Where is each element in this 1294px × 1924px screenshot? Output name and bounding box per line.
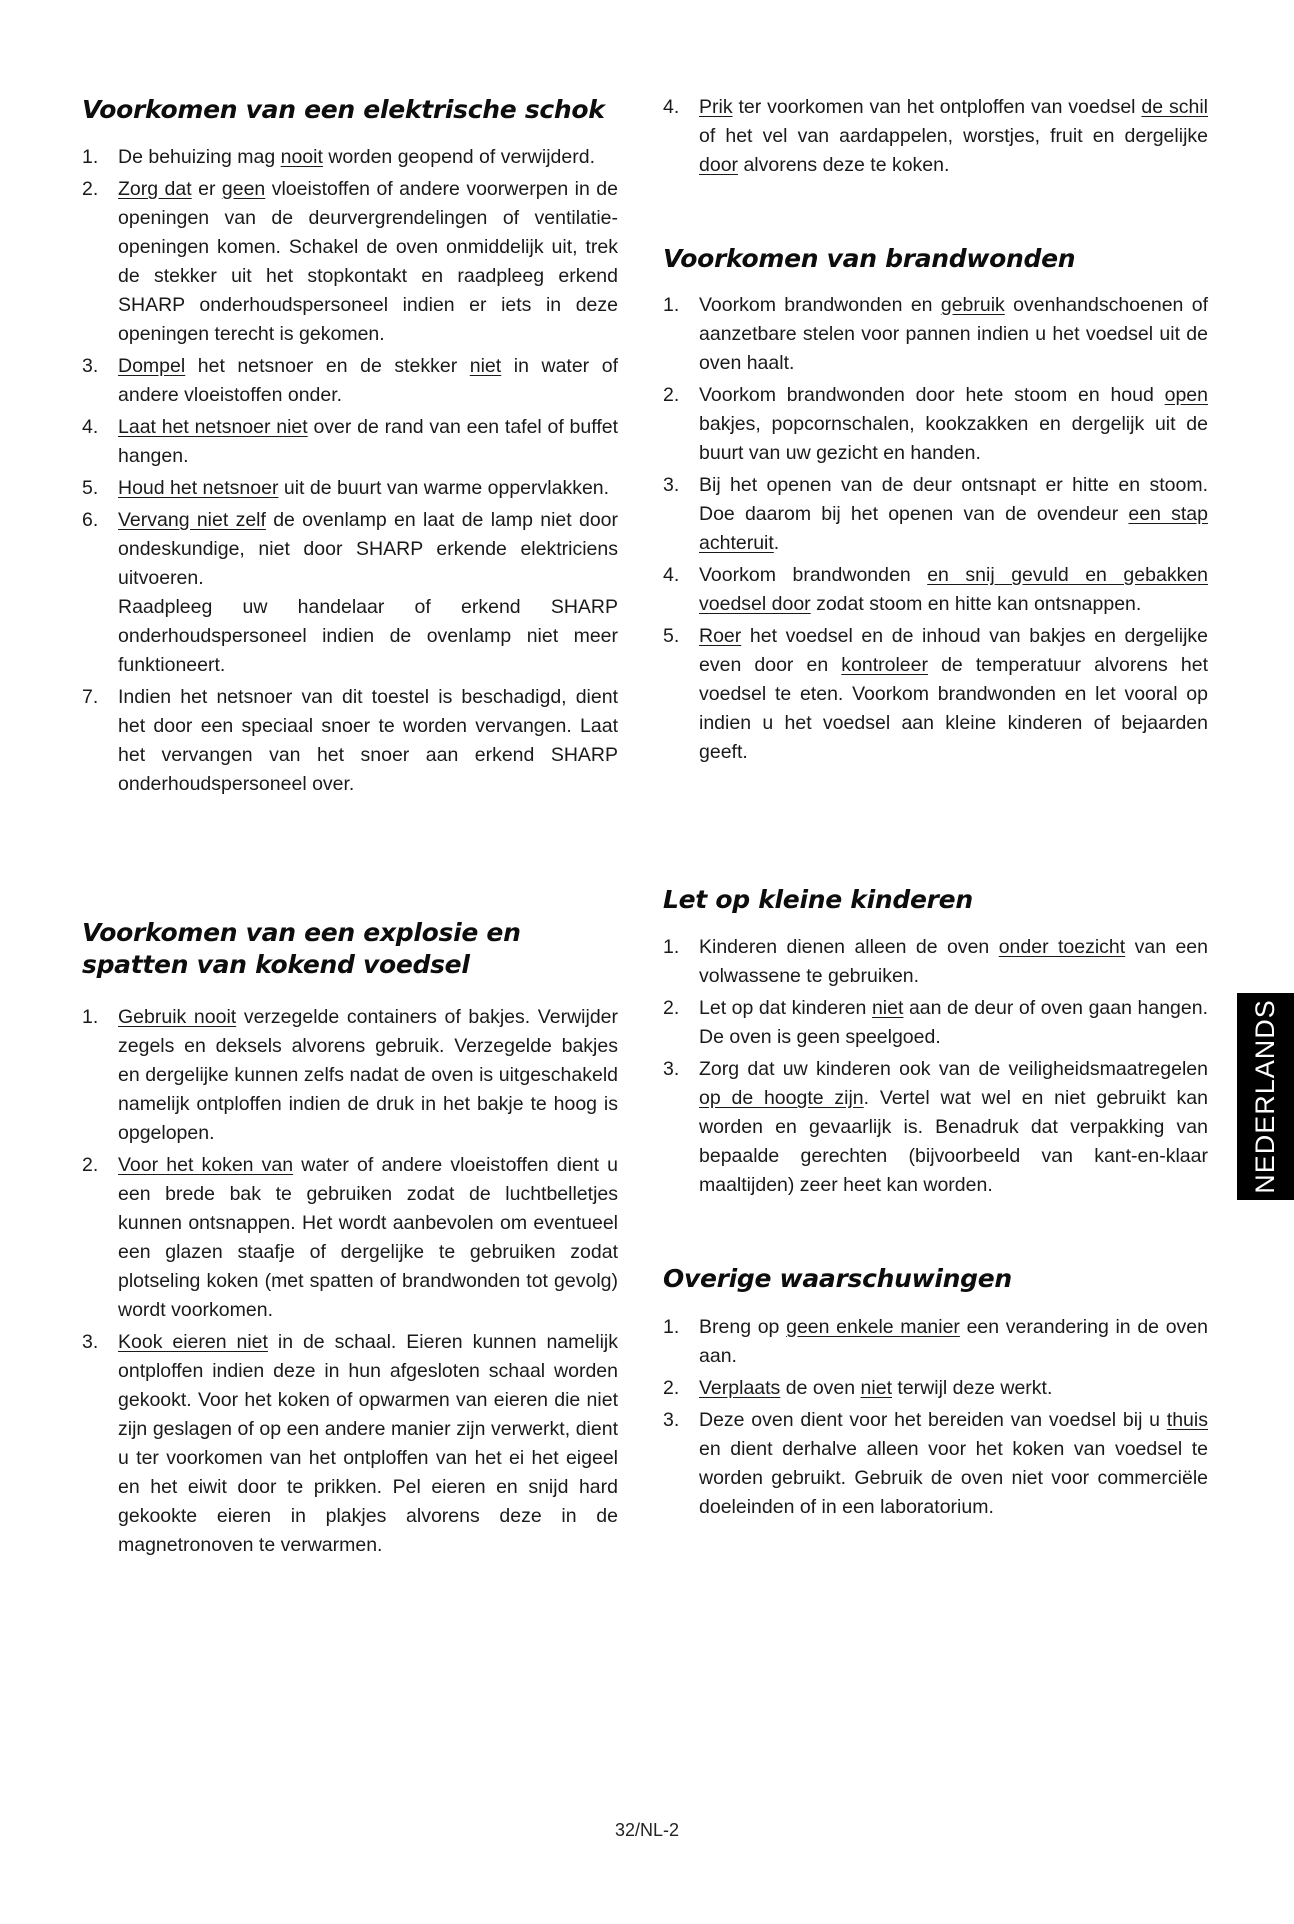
item-text: alvorens deze te koken. <box>738 154 950 176</box>
item-number: 1. <box>82 146 99 168</box>
item-number: 3. <box>663 1409 680 1431</box>
list-item <box>82 506 618 680</box>
item-text: er <box>191 178 222 200</box>
item-number: 6. <box>82 509 99 531</box>
item-text: ter voorkomen van het ontploffen van voedsel <box>732 96 1142 118</box>
item-number: 5. <box>82 477 99 499</box>
item-text: Voorkom brandwonden <box>699 564 928 586</box>
item-text: het netsnoer en de stekker <box>185 355 470 377</box>
item-number: 4. <box>82 416 99 438</box>
item-text: . <box>773 532 780 554</box>
language-tab <box>1237 993 1294 1200</box>
item-text: het voedsel en de inhoud van bakjes en dergelijke even door en <box>699 625 1208 676</box>
emphasized-text: Houd het netsnoer <box>118 477 279 499</box>
item-number: 1. <box>663 936 680 958</box>
emphasized-text: gebruik <box>940 294 1005 316</box>
item-text: aan de deur of oven gaan hangen. De oven is geen speelgoed. <box>699 997 1208 1048</box>
item-number: 2. <box>663 1377 680 1399</box>
list-item <box>663 1406 1208 1522</box>
item-text: een verandering in de oven aan. <box>699 1316 1208 1367</box>
item-text: in de schaal. Eieren kunnen namelijk ontploffen indien deze in hun afgesloten schaal worden gekookt. Voor het koken of opwarmen van eieren die niet zijn geslagen of op een andere manier zijn verwerkt, dient u ter voorkomen van het ontploffen van het ei het eigeel en het eiwit door te prikken. Pel eieren en snijd hard gekookte eieren in plakjes alvorens deze in de magnetronoven te verwarmen. <box>118 1331 618 1556</box>
item-number: 2. <box>663 997 680 1019</box>
list-item <box>82 413 618 471</box>
item-text: zodat stoom en hitte kan ontsnappen. <box>810 593 1142 615</box>
list-item <box>82 474 618 503</box>
heading-other-warnings: Overige waarschuwingen <box>663 1264 1012 1293</box>
item-number: 1. <box>663 294 680 316</box>
heading-children: Let op kleine kinderen <box>663 885 973 914</box>
list-item <box>663 93 1208 180</box>
item-text: Kinderen dienen alleen de oven <box>699 936 999 958</box>
emphasized-text: Verplaats <box>699 1377 781 1399</box>
item-text: verzegelde containers of bakjes. Verwijder zegels en deksels alvorens gebruik. Verzegelde bakjes en dergelijke kunnen zelfs nadat de oven is uitgeschakeld namelijk ontploffen indien de druk in het bakje te hoog is opgelopen. <box>118 1006 618 1144</box>
item-number: 3. <box>663 1058 680 1080</box>
emphasized-text: niet <box>469 355 502 377</box>
item-number: 2. <box>82 178 99 200</box>
item-text: van een volwassene te gebruiken. <box>699 936 1209 987</box>
emphasized-text: onder toezicht <box>998 936 1126 958</box>
item-subparagraph: Raadpleeg uw handelaar of erkend SHARP onderhoudspersoneel indien de ovenlamp niet meer funktioneert. <box>118 596 618 676</box>
list-other-warnings <box>663 1313 1208 1525</box>
item-number: 3. <box>82 355 99 377</box>
item-text: Voorkom brandwonden en <box>699 294 941 316</box>
item-number: 5. <box>663 625 680 647</box>
item-text: vloeistoffen of andere voorwerpen in de openingen van de deurvergrendelingen of ventilatie-openingen komen. Schakel de oven onmiddelijk uit, trek de stekker uit het stopkontakt en raadpleeg erkend SHARP onderhoudspersoneel indien er iets in deze openingen terecht is gekomen. <box>118 178 618 345</box>
list-item <box>82 1328 618 1560</box>
item-text: en dient derhalve alleen voor het koken van voedsel te worden gebruikt. Gebruik de oven niet voor commerciële doeleinden of in een laboratorium. <box>699 1438 1208 1518</box>
item-text: Breng op <box>699 1316 787 1338</box>
emphasized-text: Dompel <box>118 355 186 377</box>
emphasized-text: op de hoogte zijn <box>699 1087 864 1109</box>
list-explosion <box>82 1003 618 1563</box>
item-text: water of andere vloeistoffen dient u een brede bak te gebruiken zodat de luchtbelletjes kunnen ontsnappen. Het wordt aanbevolen om eventueel een glazen staafje of dergelijke te gebruiken zodat plotseling koken (met spatten of brandwonden tot gevolg) wordt voorkomen. <box>118 1154 619 1321</box>
language-tab-label: NEDERLANDS <box>1250 999 1281 1194</box>
emphasized-text: Voor het koken van <box>118 1154 294 1176</box>
list-children <box>663 933 1208 1203</box>
list-item <box>663 291 1208 378</box>
item-text: Zorg dat uw kinderen ook van de veiligheidsmaatregelen <box>699 1058 1208 1080</box>
item-number: 2. <box>82 1154 99 1176</box>
list-item <box>82 352 618 410</box>
item-text: of het vel van aardappelen, worstjes, fruit en dergelijke <box>699 125 1208 147</box>
list-item <box>663 933 1208 991</box>
list-item <box>82 175 618 349</box>
emphasized-text: Prik <box>699 96 733 118</box>
list-item <box>82 683 618 799</box>
emphasized-text: Zorg dat <box>118 178 192 200</box>
list-burns <box>663 291 1208 770</box>
item-text: over de rand van een tafel of buffet hangen. <box>118 416 618 467</box>
item-text: terwijl deze werkt. <box>892 1377 1053 1399</box>
emphasized-text: door <box>699 154 739 176</box>
item-text: Let op dat kinderen <box>699 997 872 1019</box>
list-explosion-continued <box>663 93 1208 183</box>
emphasized-text: de schil <box>1141 96 1208 118</box>
item-number: 4. <box>663 564 680 586</box>
item-text: ovenhandschoenen of aanzetbare stelen voor pannen indien u het voedsel uit de oven haalt. <box>699 294 1208 374</box>
item-text: bakjes, popcornschalen, kookzakken en dergelijk uit de buurt van uw gezicht en handen. <box>699 413 1208 464</box>
list-item <box>663 1374 1208 1403</box>
item-text: Indien het netsnoer van dit toestel is beschadigd, dient het door een speciaal snoer te worden vervangen. Laat het vervangen van het snoer aan erkend SHARP onderhoudspersoneel over. <box>118 686 618 795</box>
emphasized-text: niet <box>860 1377 892 1399</box>
emphasized-text: en snij gevuld en gebakken voedsel door <box>699 564 1209 615</box>
item-number: 7. <box>82 686 99 708</box>
item-text: Deze oven dient voor het bereiden van voedsel bij u <box>699 1409 1167 1431</box>
item-text: Voorkom brandwonden door hete stoom en houd <box>699 384 1165 406</box>
emphasized-text: geen <box>221 178 266 200</box>
emphasized-text: niet <box>871 997 904 1019</box>
emphasized-text: nooit <box>280 146 323 168</box>
emphasized-text: Roer <box>699 625 742 647</box>
list-electric-shock <box>82 143 618 802</box>
heading-burns: Voorkomen van brandwonden <box>663 244 1076 273</box>
list-item <box>663 381 1208 468</box>
emphasized-text: een stap achteruit <box>699 503 1208 554</box>
item-text: uit de buurt van warme oppervlakken. <box>278 477 610 499</box>
emphasized-text: Gebruik nooit <box>118 1006 237 1028</box>
emphasized-text: open <box>1164 384 1208 406</box>
item-text: de oven <box>780 1377 861 1399</box>
page-number: 32/NL-2 <box>614 1820 680 1840</box>
item-text: De behuizing mag <box>118 146 281 168</box>
list-item <box>82 1003 618 1148</box>
item-number: 2. <box>663 384 680 406</box>
emphasized-text: geen enkele manier <box>786 1316 960 1338</box>
item-text: in water of andere vloeistoffen onder. <box>118 355 618 406</box>
list-item <box>663 1055 1208 1200</box>
item-number: 3. <box>82 1331 99 1353</box>
item-text: de ovenlamp en laat de lamp niet door ondeskundige, niet door SHARP erkende elektriciens uitvoeren. <box>118 509 618 589</box>
list-item <box>663 622 1208 767</box>
emphasized-text: kontroleer <box>841 654 928 676</box>
heading-electric-shock: Voorkomen van een elektrische schok <box>82 95 605 124</box>
list-item <box>663 1313 1208 1371</box>
list-item <box>663 561 1208 619</box>
heading-explosion: Voorkomen van een explosie en spatten van kokend voedsel <box>82 918 521 979</box>
item-text: . Vertel wat wel en niet gebruikt kan worden en gevaarlijk is. Benadruk dat verpakking van bepaalde gerechten (bijvoorbeeld van kant-en-klaar maaltijden) zeer heet kan worden. <box>699 1087 1208 1196</box>
item-text: worden geopend of verwijderd. <box>322 146 595 168</box>
list-item <box>663 994 1208 1052</box>
list-item <box>663 471 1208 558</box>
item-text: de temperatuur alvorens het voedsel te eten. Voorkom brandwonden en let vooral op indien u het voedsel aan kleine kinderen of bejaarden geeft. <box>699 654 1208 763</box>
item-number: 4. <box>663 96 680 118</box>
emphasized-text: Vervang niet zelf <box>118 509 266 531</box>
emphasized-text: thuis <box>1166 1409 1208 1431</box>
item-number: 1. <box>663 1316 680 1338</box>
emphasized-text: Laat het netsnoer niet <box>118 416 308 438</box>
emphasized-text: Kook eieren niet <box>118 1331 268 1353</box>
list-item <box>82 143 618 172</box>
list-item <box>82 1151 618 1325</box>
item-number: 1. <box>82 1006 99 1028</box>
item-number: 3. <box>663 474 680 496</box>
item-text: Bij het openen van de deur ontsnapt er hitte en stoom. Doe daarom bij het openen van de ovendeur <box>699 474 1208 525</box>
